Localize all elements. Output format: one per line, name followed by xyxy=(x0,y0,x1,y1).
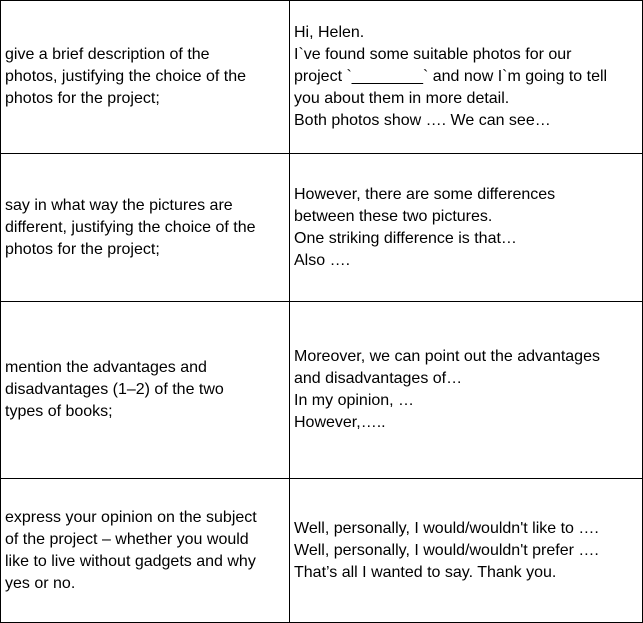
task-line: photos, justifying the choice of the xyxy=(5,68,247,85)
task-line: yes or no. xyxy=(5,574,76,592)
task-cell xyxy=(1,154,290,302)
phrases-cell xyxy=(290,154,643,302)
task-line: say in what way the pictures are xyxy=(5,196,233,214)
task-line: express your opinion on the subject xyxy=(5,508,257,526)
phrase-line: In my opinion, … xyxy=(294,392,415,409)
task-line: like to live without gadgets and why xyxy=(5,552,256,570)
table-row xyxy=(1,302,643,479)
phrase-line: Moreover, we can point out the advantages xyxy=(294,348,600,365)
phrase-line: Well, personally, I would/wouldn't prefer …. xyxy=(294,541,599,559)
phrases-cell xyxy=(290,1,643,154)
phrase-line: between these two pictures. xyxy=(294,207,493,225)
task-cell xyxy=(1,1,290,154)
phrases-cell xyxy=(290,479,643,623)
phrase-line: That’s all I wanted to say. Thank you. xyxy=(294,563,557,581)
task-line: photos for the project; xyxy=(5,90,160,107)
phrase-line: However,….. xyxy=(294,414,386,431)
phrase-line: Both photos show …. We can see… xyxy=(294,112,551,129)
task-line: disadvantages (1–2) of the two xyxy=(5,381,224,398)
phrases-cell xyxy=(290,302,643,479)
task-cell xyxy=(1,302,290,479)
phrase-line: project `________` and now I`m going to tell xyxy=(294,68,608,85)
phrase-line: However, there are some differences xyxy=(294,185,556,203)
task-line: of the project – whether you would xyxy=(5,530,249,548)
task-cell xyxy=(1,479,290,623)
task-line: give a brief description of the xyxy=(5,46,210,63)
table-row xyxy=(1,479,643,623)
task-line: photos for the project; xyxy=(5,240,160,258)
task-line: types of books; xyxy=(5,403,113,420)
phrase-line: and disadvantages of… xyxy=(294,370,463,387)
table-row xyxy=(1,1,643,154)
phrase-line: One striking difference is that… xyxy=(294,229,517,247)
phrase-line: I`ve found some suitable photos for our xyxy=(294,46,572,63)
phrase-line: Hi, Helen. xyxy=(294,24,365,41)
phrase-line: Well, personally, I would/wouldn't like to …. xyxy=(294,519,599,537)
task-line: different, justifying the choice of the xyxy=(5,218,256,236)
phrase-line: Also …. xyxy=(294,251,351,269)
table-row xyxy=(1,154,643,302)
phrase-line: you about them in more detail. xyxy=(294,90,510,107)
task-line: mention the advantages and xyxy=(5,359,207,376)
